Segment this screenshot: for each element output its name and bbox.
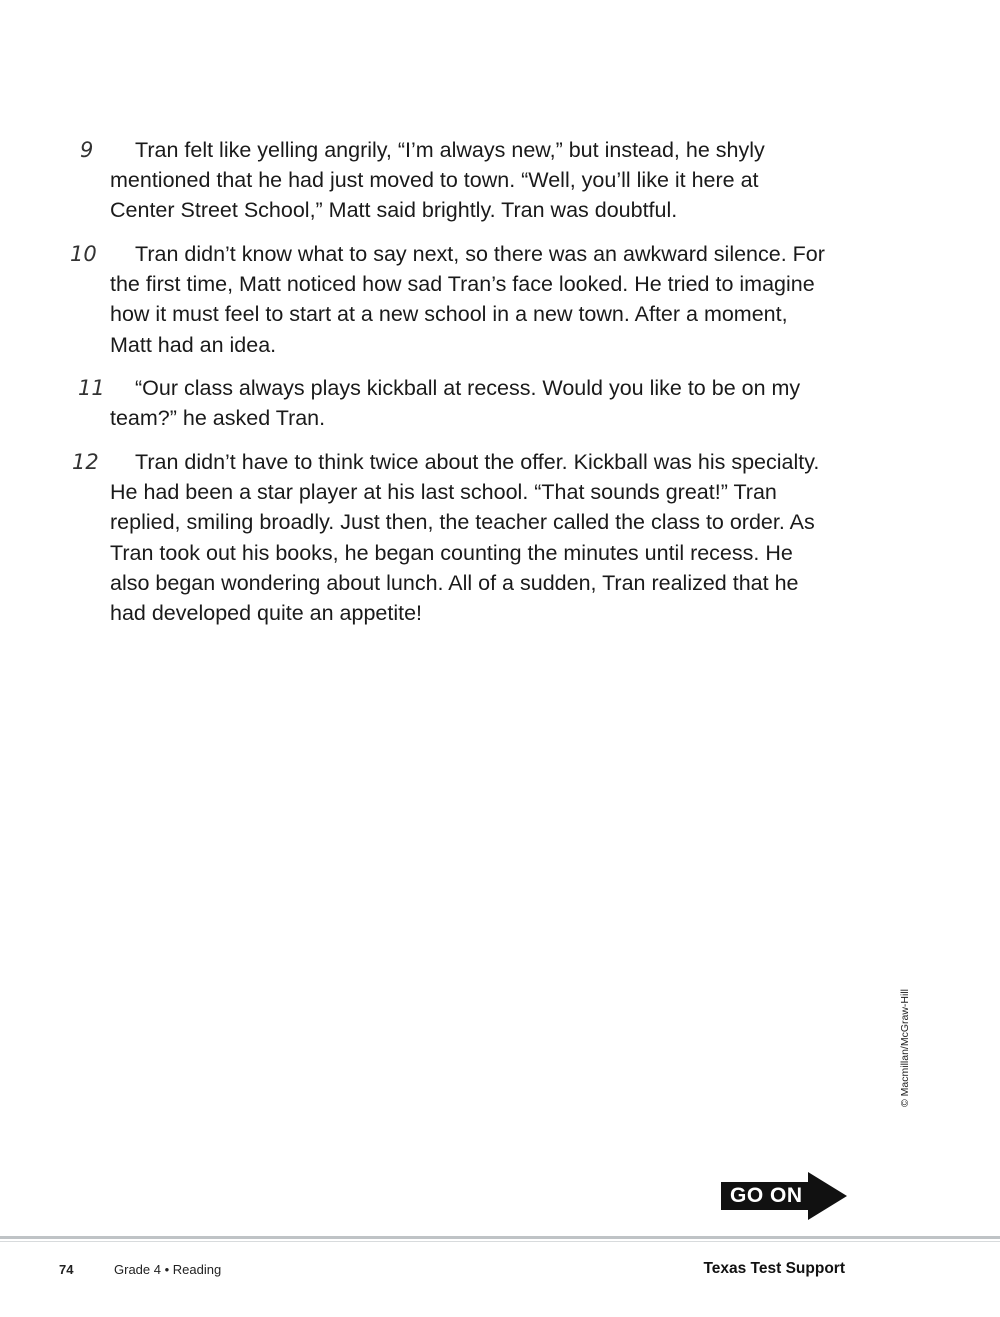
footer-divider-thin bbox=[0, 1241, 1000, 1242]
footer-divider bbox=[0, 1236, 1000, 1239]
paragraph bbox=[110, 239, 825, 360]
publication-title: Texas Test Support bbox=[703, 1260, 845, 1277]
right-arrow-icon bbox=[808, 1172, 847, 1220]
paragraph-number: 11 bbox=[78, 376, 105, 400]
page-number: 74 bbox=[59, 1262, 74, 1277]
go-on-indicator bbox=[721, 1172, 847, 1220]
paragraph-text: Tran didn’t know what to say next, so there was an awkward silence. For the first time, Matt noticed how sad Tran’s face looked. He tried to imagine how it must feel to start at a new school in a new town. After a moment, Matt had an idea. bbox=[110, 242, 825, 357]
paragraph-text: “Our class always plays kickball at recess. Would you like to be on my team?” he asked Tran. bbox=[110, 376, 801, 431]
go-on-label: GO ON bbox=[730, 1184, 803, 1207]
paragraph-number: 12 bbox=[72, 450, 99, 474]
paragraph-number: 10 bbox=[70, 242, 97, 266]
paragraph bbox=[110, 447, 825, 628]
paragraph bbox=[110, 135, 825, 226]
paragraph-number: 9 bbox=[80, 138, 94, 162]
copyright-notice: © Macmillan/McGraw-Hill bbox=[899, 989, 911, 1107]
grade-subject: Grade 4 • Reading bbox=[114, 1262, 222, 1277]
paragraph bbox=[110, 373, 825, 433]
paragraph-text: Tran didn’t have to think twice about the offer. Kickball was his specialty. He had been a star player at his last school. “That sounds great!” Tran replied, smiling broadly. Just then, the teacher called the class to order. As Tran took out his books, he began counting the minutes until recess. He also began wondering about lunch. All of a sudden, Tran realized that he had developed quite an appetite! bbox=[110, 450, 820, 626]
paragraph-text: Tran felt like yelling angrily, “I’m always new,” but instead, he shyly mentioned that he had just moved to town. “Well, you’ll like it here at Center Street School,” Matt said brightly. Tran was doubtful. bbox=[110, 138, 765, 223]
